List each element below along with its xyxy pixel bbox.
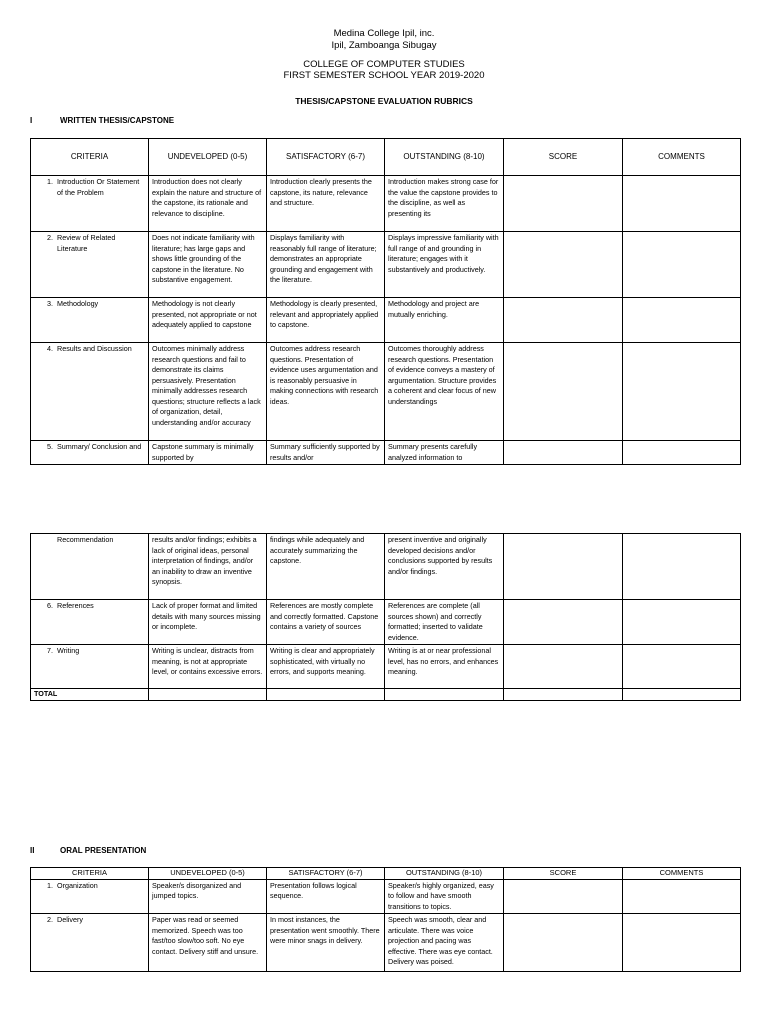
row-number: 3. [47, 299, 53, 308]
satisfactory-cell: In most instances, the presentation went smoothly. There were minor snags in delivery. [267, 914, 385, 972]
college-name: COLLEGE OF COMPUTER STUDIES [303, 59, 465, 70]
criteria-text: Recommendation [57, 535, 114, 544]
score-cell[interactable] [504, 441, 623, 465]
undeveloped-header: UNDEVELOPED (0-5) [149, 139, 267, 176]
document-title: THESIS/CAPSTONE EVALUATION RUBRICS [295, 96, 473, 106]
score-cell[interactable] [504, 879, 623, 914]
table-row [31, 914, 741, 972]
outstanding-cell: Methodology and project are mutually enriching. [385, 298, 504, 343]
criteria-text: Summary/ Conclusion and [57, 442, 142, 451]
outstanding-cell: Introduction makes strong case for the value the capstone provides to the discipline, as well as presenting its [385, 176, 504, 232]
criteria-header: CRITERIA [31, 868, 149, 880]
score-cell[interactable] [504, 298, 623, 343]
criteria-text: Review of Related Literature [57, 233, 116, 253]
satisfactory-cell: References are mostly complete and correctly formatted. Capstone contains a variety of sources [267, 600, 385, 645]
comments-cell[interactable] [623, 914, 741, 972]
row-number: 7. [47, 646, 53, 655]
table-row [31, 343, 741, 441]
undeveloped-cell: Paper was read or seemed memorized. Speech was too fast/too slow/too soft. No eye contact. Delivery stiff and unsure. [149, 914, 267, 972]
section-heading-oral [30, 846, 146, 855]
score-cell[interactable] [504, 176, 623, 232]
header-row [31, 139, 741, 176]
total-label: TOTAL [31, 689, 149, 701]
criteria-cell [31, 343, 149, 441]
criteria-text: Delivery [57, 915, 83, 924]
criteria-cell [31, 914, 149, 972]
table-row [31, 232, 741, 298]
comments-cell[interactable] [623, 645, 741, 689]
row-number: 4. [47, 344, 53, 353]
table-row [31, 534, 741, 600]
outstanding-header: OUTSTANDING (8-10) [385, 139, 504, 176]
score-cell[interactable] [504, 914, 623, 972]
satisfactory-header: SATISFACTORY (6-7) [267, 139, 385, 176]
criteria-cell [31, 600, 149, 645]
comments-cell[interactable] [623, 298, 741, 343]
table-row [31, 441, 741, 465]
row-number: 1. [47, 177, 53, 186]
criteria-header: CRITERIA [31, 139, 149, 176]
criteria-cell [31, 879, 149, 914]
written-rubric-table [30, 138, 741, 465]
outstanding-header: OUTSTANDING (8-10) [385, 868, 504, 880]
satisfactory-cell: Summary sufficiently supported by results and/or [267, 441, 385, 465]
satisfactory-cell: Presentation follows logical sequence. [267, 879, 385, 914]
criteria-cell [31, 232, 149, 298]
table-row [31, 298, 741, 343]
undeveloped-cell: Speaker/s disorganized and jumped topics. [149, 879, 267, 914]
score-header: SCORE [504, 868, 623, 880]
comments-cell[interactable] [623, 534, 741, 600]
criteria-text: Methodology [57, 299, 99, 308]
criteria-cell [31, 298, 149, 343]
table-row [31, 645, 741, 689]
criteria-text: Writing [57, 646, 80, 655]
undeveloped-cell: Writing is unclear, distracts from meaning, is not at appropriate level, or contains excessive errors. [149, 645, 267, 689]
criteria-cell [31, 645, 149, 689]
total-row [31, 689, 741, 701]
row-number: 2. [47, 915, 53, 924]
total-undeveloped-cell [149, 689, 267, 701]
table-row [31, 176, 741, 232]
undeveloped-cell: Capstone summary is minimally supported by [149, 441, 267, 465]
satisfactory-cell: findings while adequately and accurately summarizing the capstone. [267, 534, 385, 600]
outstanding-cell: Speaker/s highly organized, easy to follow and have smooth transitions to topics. [385, 879, 504, 914]
undeveloped-cell: Does not indicate familiarity with literature; has large gaps and shows little grounding of the capstone in the literature. No substantive engagement. [149, 232, 267, 298]
table-row [31, 600, 741, 645]
satisfactory-cell: Introduction clearly presents the capstone, its nature, relevance and structure. [267, 176, 385, 232]
satisfactory-header: SATISFACTORY (6-7) [267, 868, 385, 880]
score-cell[interactable] [504, 600, 623, 645]
written-rubric-table-continued [30, 533, 741, 701]
outstanding-cell: Displays impressive familiarity with full range of and grounding in literature; engages with it substantively and productively. [385, 232, 504, 298]
criteria-cell [31, 441, 149, 465]
outstanding-cell: Speech was smooth, clear and articulate. There was voice projection and pacing was effective. There was eye contact. Delivery was poised. [385, 914, 504, 972]
row-number: 2. [47, 233, 53, 242]
comments-cell[interactable] [623, 343, 741, 441]
criteria-cell [31, 534, 149, 600]
comments-cell[interactable] [623, 232, 741, 298]
undeveloped-cell: Outcomes minimally address research questions and fail to demonstrate its claims persuasively. Presentation minimally addresses research questions; structure reflects a lack of organization, detail, understanding and/or accuracy [149, 343, 267, 441]
oral-rubric-table [30, 867, 741, 972]
total-score-cell[interactable] [504, 689, 623, 701]
table-row [31, 879, 741, 914]
outstanding-cell: Summary presents carefully analyzed information to [385, 441, 504, 465]
outstanding-cell: References are complete (all sources shown) and correctly formatted; inserted to validate evidence. [385, 600, 504, 645]
institution-address: Ipil, Zamboanga Sibugay [331, 40, 437, 51]
criteria-cell [31, 176, 149, 232]
score-cell[interactable] [504, 232, 623, 298]
satisfactory-cell: Writing is clear and appropriately sophisticated, with virtually no errors, and supports meaning. [267, 645, 385, 689]
score-cell[interactable] [504, 534, 623, 600]
satisfactory-cell: Displays familiarity with reasonably full range of literature; demonstrates an appropriate grounding and engagement with the literature. [267, 232, 385, 298]
section-heading-written [30, 116, 174, 125]
satisfactory-cell: Methodology is clearly presented, relevant and appropriately applied to capstone. [267, 298, 385, 343]
criteria-text: Organization [57, 880, 98, 890]
score-cell[interactable] [504, 645, 623, 689]
comments-cell[interactable] [623, 441, 741, 465]
row-number: 1. [47, 880, 53, 890]
undeveloped-cell: Introduction does not clearly explain the nature and structure of the capstone, its rationale and relevance to discipline. [149, 176, 267, 232]
undeveloped-cell: Methodology is not clearly presented, not appropriate or not adequately applied to capstone [149, 298, 267, 343]
total-outstanding-cell [385, 689, 504, 701]
score-cell[interactable] [504, 343, 623, 441]
satisfactory-cell: Outcomes address research questions. Presentation of evidence uses argumentation and is reasonably persuasive in making connections with research ideas. [267, 343, 385, 441]
section-title: WRITTEN THESIS/CAPSTONE [60, 116, 175, 125]
outstanding-cell: Writing is at or near professional level, has no errors, and enhances meaning. [385, 645, 504, 689]
row-number: 5. [47, 442, 53, 451]
criteria-text: References [57, 601, 94, 610]
undeveloped-cell: results and/or findings; exhibits a lack of original ideas, personal interpretation of findings, and/or an inability to draw an inventive synopsis. [149, 534, 267, 600]
outstanding-cell: present inventive and originally developed decisions and/or conclusions supported by results and/or findings. [385, 534, 504, 600]
header-row [31, 868, 741, 880]
row-number: 6. [47, 601, 53, 610]
total-comments-cell[interactable] [623, 689, 741, 701]
row-number [37, 535, 57, 546]
comments-cell[interactable] [623, 600, 741, 645]
score-header: SCORE [504, 139, 623, 176]
section-title: ORAL PRESENTATION [60, 846, 147, 855]
undeveloped-header: UNDEVELOPED (0-5) [149, 868, 267, 880]
comments-cell[interactable] [623, 879, 741, 914]
total-satisfactory-cell [267, 689, 385, 701]
criteria-text: Introduction Or Statement of the Problem [57, 177, 140, 197]
undeveloped-cell: Lack of proper format and limited details with many sources missing or incomplete. [149, 600, 267, 645]
criteria-text: Results and Discussion [57, 344, 132, 353]
section-number: I [30, 116, 33, 125]
outstanding-cell: Outcomes thoroughly address research questions. Presentation of evidence conveys a mastery of argumentation. Structure provides a coherent and clear focus of new understandings [385, 343, 504, 441]
comments-cell[interactable] [623, 176, 741, 232]
comments-header: COMMENTS [623, 139, 741, 176]
comments-header: COMMENTS [623, 868, 741, 880]
semester-line: FIRST SEMESTER SCHOOL YEAR 2019-2020 [283, 70, 485, 81]
section-number: II [30, 846, 35, 855]
institution-name: Medina College Ipil, inc. [333, 28, 435, 39]
